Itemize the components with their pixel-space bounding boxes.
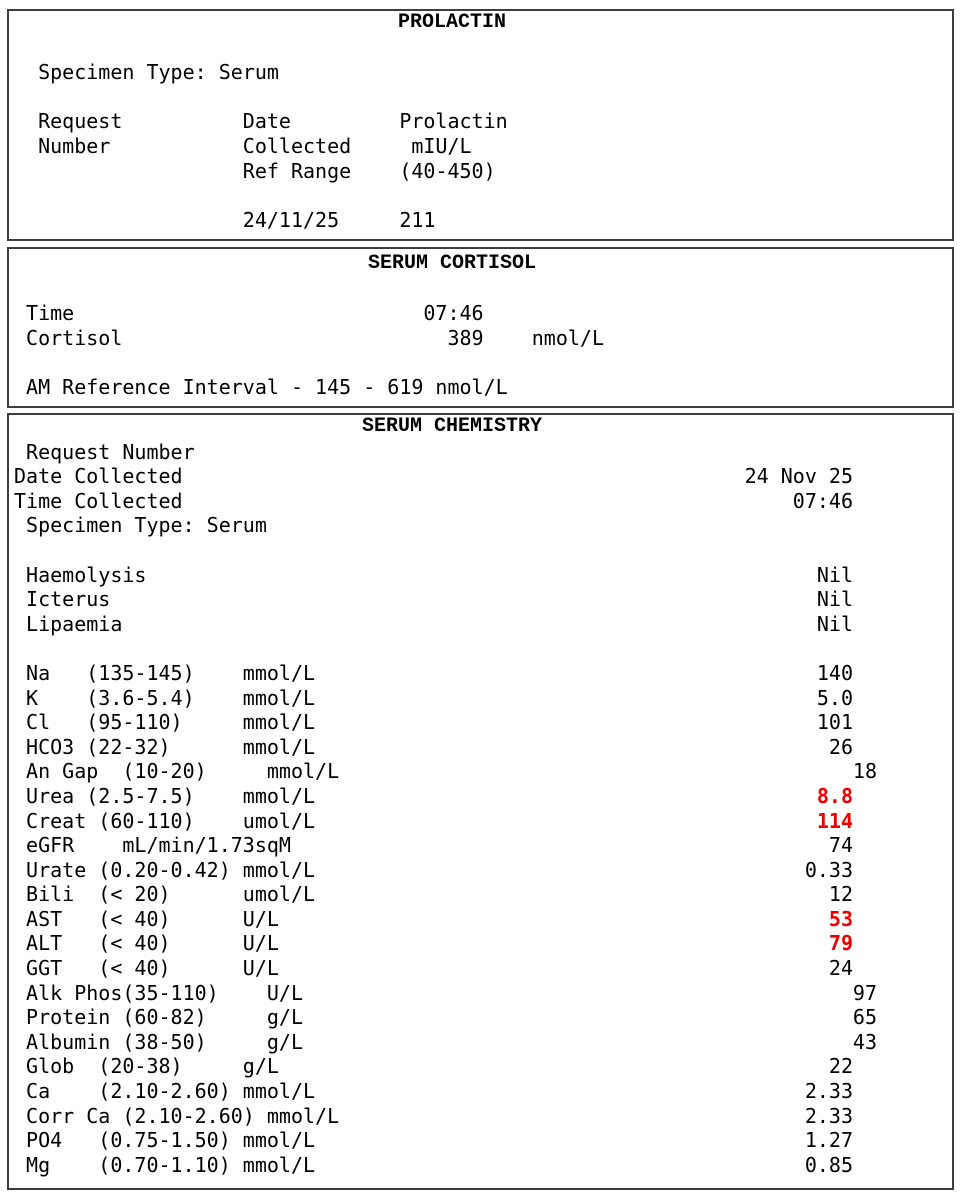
result-value: 18	[852, 759, 877, 784]
row-value: Nil	[816, 611, 853, 636]
result-row-cl	[9, 710, 952, 735]
result-value: 26	[828, 734, 853, 759]
blank-line	[9, 350, 952, 375]
row-label: Haemolysis	[14, 562, 147, 587]
result-row-urea	[9, 784, 952, 809]
chemistry-panel	[7, 413, 954, 1190]
result-row-egfr	[9, 833, 952, 858]
result-row-protein	[9, 1005, 952, 1030]
prolactin-title: PROLACTIN	[397, 11, 507, 34]
result-label: Urea (2.5-7.5) mmol/L	[14, 783, 316, 808]
result-row-ggt	[9, 956, 952, 981]
row-label: Lipaemia	[14, 611, 123, 636]
result-value: 2.33	[804, 1103, 853, 1128]
result-value: 2.33	[804, 1079, 853, 1104]
chemistry-lines	[9, 415, 952, 1177]
cortisol-time-line: Time 07:46	[14, 301, 484, 326]
result-label: ALT (< 40) U/L	[14, 931, 279, 956]
icterus-row	[9, 587, 952, 612]
row-label: Request Number	[14, 439, 195, 464]
result-value: 114	[816, 808, 853, 833]
result-row-ast	[9, 907, 952, 932]
blank-line	[9, 538, 952, 563]
chemistry-title: SERUM CHEMISTRY	[361, 415, 543, 438]
result-row-angap	[9, 759, 952, 784]
result-value: 22	[828, 1054, 853, 1079]
result-row-hco3	[9, 735, 952, 760]
result-row-po4	[9, 1128, 952, 1153]
row-label: Specimen Type: Serum	[14, 513, 267, 538]
blank-line	[9, 183, 952, 208]
result-value: 1.27	[804, 1128, 853, 1153]
date-collected-row	[9, 464, 952, 489]
result-value: 5.0	[816, 685, 853, 710]
row-label: Time Collected	[14, 488, 183, 513]
result-label: Na (135-145) mmol/L	[14, 660, 316, 685]
cortisol-panel	[7, 247, 954, 408]
row-value: 24 Nov 25	[744, 464, 853, 489]
row-value: 07:46	[792, 488, 853, 513]
result-row-albumin	[9, 1030, 952, 1055]
result-label: eGFR mL/min/1.73sqM	[14, 833, 291, 858]
result-label: HCO3 (22-32) mmol/L	[14, 734, 316, 759]
column-header-line-1: Request Date Prolactin	[14, 109, 508, 134]
result-label: Bili (< 20) umol/L	[14, 882, 316, 907]
result-row-glob	[9, 1054, 952, 1079]
result-row-urate	[9, 858, 952, 883]
result-value: 65	[852, 1005, 877, 1030]
result-label: GGT (< 40) U/L	[14, 956, 279, 981]
row-value: Nil	[816, 562, 853, 587]
blank-line	[9, 636, 952, 661]
row-label: Date Collected	[14, 464, 183, 489]
prolactin-lines	[9, 11, 952, 232]
row-label: Icterus	[14, 587, 111, 612]
blank-line	[9, 85, 952, 110]
result-row-alt	[9, 931, 952, 956]
column-header-line-2: Number Collected mIU/L	[14, 133, 472, 158]
cortisol-title: SERUM CORTISOL	[367, 252, 537, 275]
prolactin-result-line: 24/11/25 211	[14, 207, 436, 232]
specimen-type-row	[9, 513, 952, 538]
result-label: Glob (20-38) g/L	[14, 1054, 279, 1079]
result-value: 140	[816, 660, 853, 685]
result-label: An Gap (10-20) mmol/L	[14, 759, 340, 784]
result-value: 0.33	[804, 857, 853, 882]
result-label: Corr Ca (2.10-2.60) mmol/L	[14, 1103, 340, 1128]
result-row-creat	[9, 809, 952, 834]
result-value: 24	[828, 956, 853, 981]
result-value: 79	[828, 931, 853, 956]
blank-line	[9, 277, 952, 302]
result-value: 101	[816, 710, 853, 735]
result-value: 97	[852, 980, 877, 1005]
result-value: 8.8	[816, 783, 853, 808]
result-label: Mg (0.70-1.10) mmol/L	[14, 1152, 316, 1177]
result-row-alkphos	[9, 981, 952, 1006]
result-row-bili	[9, 882, 952, 907]
result-value: 0.85	[804, 1152, 853, 1177]
result-row-ca	[9, 1079, 952, 1104]
result-value: 53	[828, 906, 853, 931]
haemolysis-row	[9, 563, 952, 588]
specimen-type-line: Specimen Type: Serum	[14, 60, 279, 85]
result-label: Alk Phos(35-110) U/L	[14, 980, 303, 1005]
cortisol-reference-line: AM Reference Interval - 145 - 619 nmol/L	[14, 374, 508, 399]
ref-range-line: Ref Range (40-450)	[14, 158, 496, 183]
result-label: PO4 (0.75-1.50) mmol/L	[14, 1128, 316, 1153]
result-row-k	[9, 686, 952, 711]
result-label: K (3.6-5.4) mmol/L	[14, 685, 316, 710]
result-label: AST (< 40) U/L	[14, 906, 279, 931]
result-value: 12	[828, 882, 853, 907]
result-label: Ca (2.10-2.60) mmol/L	[14, 1079, 316, 1104]
cortisol-lines	[9, 252, 952, 400]
result-label: Albumin (38-50) g/L	[14, 1029, 303, 1054]
result-label: Protein (60-82) g/L	[14, 1005, 303, 1030]
prolactin-panel	[7, 9, 954, 241]
request-number-row	[9, 440, 952, 465]
cortisol-result-line: Cortisol 389 nmol/L	[14, 325, 605, 350]
row-value: Nil	[816, 587, 853, 612]
result-row-corrca	[9, 1104, 952, 1129]
result-row-mg	[9, 1153, 952, 1178]
result-row-na	[9, 661, 952, 686]
result-value: 43	[852, 1029, 877, 1054]
lipaemia-row	[9, 612, 952, 637]
time-collected-row	[9, 489, 952, 514]
result-label: Creat (60-110) umol/L	[14, 808, 316, 833]
result-value: 74	[828, 833, 853, 858]
result-label: Cl (95-110) mmol/L	[14, 710, 316, 735]
blank-line	[9, 36, 952, 61]
result-label: Urate (0.20-0.42) mmol/L	[14, 857, 316, 882]
